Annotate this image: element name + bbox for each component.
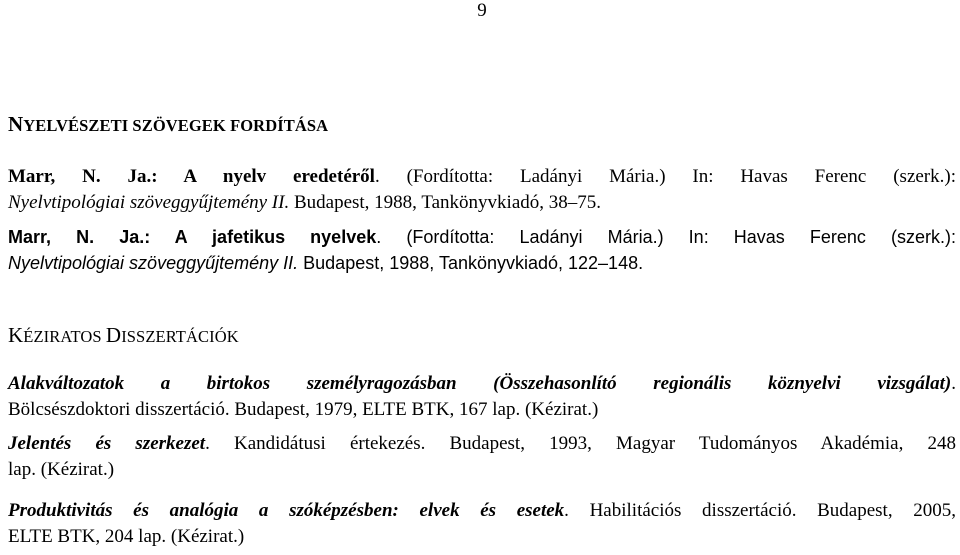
entry-author: Marr, N. Ja.: (8, 166, 184, 187)
entry-author: Marr, N. Ja.: (8, 227, 175, 247)
manuscript-entry (8, 431, 956, 483)
entry-series: Nyelvtipológiai szöveggyűjtemény II. (8, 192, 290, 213)
entry-line (8, 431, 956, 457)
entry-line: ELTE BTK, 204 lap. (Kézirat.) (8, 526, 245, 547)
entry-series: Nyelvtipológiai szöveggyűjtemény II. (8, 253, 299, 273)
heading-rest: YELVÉSZETI SZÖVEGEK FORDÍTÁSA (23, 116, 329, 135)
entry-line: lap. (Kézirat.) (8, 459, 115, 480)
heading-initial-k: K (8, 323, 24, 347)
heading-part-isszertaciok: ISSZERTÁCIÓK (121, 327, 239, 346)
section-heading-manuscripts (8, 323, 239, 348)
entry-line (8, 498, 956, 524)
entry-line (8, 224, 956, 250)
entry-line (8, 250, 956, 276)
entry-publication: Budapest, 1988, Tankönyvkiadó, 122–148. (298, 253, 644, 273)
entry-line (8, 371, 956, 397)
entry-details: . (Fordította: Ladányi Mária.) In: Havas Ferenc (szerk.): (374, 166, 956, 187)
entry-title: Alakváltozatok a birtokos személyragozásban (Összehasonlító regionális köznyelvi vizsgálat) (8, 373, 952, 394)
entry-title-end: . (951, 373, 956, 394)
entry-title: A nyelv eredetéről (183, 166, 375, 187)
manuscript-entry (8, 498, 956, 550)
bibliography-entry (8, 224, 956, 276)
entry-title: A jafetikus nyelvek (174, 227, 377, 247)
section-heading-translations (8, 112, 328, 137)
entry-line (8, 164, 956, 190)
entry-details: . (Fordította: Ladányi Mária.) In: Havas Ferenc (szerk.): (376, 227, 956, 247)
entry-line: Bölcsészdoktori disszertáció. Budapest, 1979, ELTE BTK, 167 lap. (Kézirat.) (8, 399, 599, 420)
heading-part-eziratos: ÉZIRATOS (23, 327, 106, 346)
heading-initial-d: D (105, 323, 122, 347)
page-number: 9 (477, 0, 487, 21)
entry-details: . Kandidátusi értekezés. Budapest, 1993, Magyar Tudományos Akadémia, 248 (205, 433, 956, 454)
manuscript-entry (8, 371, 956, 423)
entry-publication: Budapest, 1988, Tankönyvkiadó, 38–75. (289, 192, 602, 213)
entry-title: Produktivitás és analógia a szóképzésben: elvek és esetek (8, 500, 565, 521)
bibliography-entry (8, 164, 956, 216)
entry-title: Jelentés és szerkezet (8, 433, 206, 454)
entry-details: . Habilitációs disszertáció. Budapest, 2005, (564, 500, 956, 521)
entry-line (8, 190, 956, 216)
heading-initial: N (8, 112, 24, 136)
